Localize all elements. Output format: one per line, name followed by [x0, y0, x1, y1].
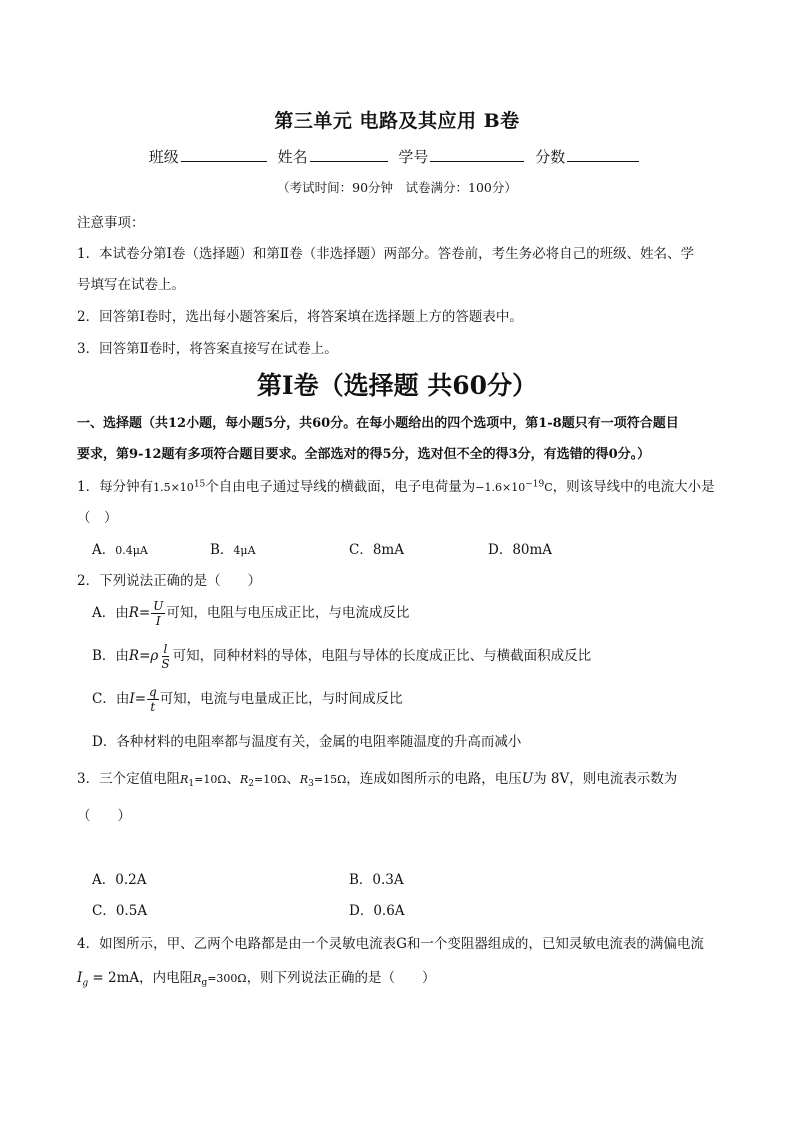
- notes-heading: 注意事项：: [77, 215, 145, 231]
- q1-option-c[interactable]: C．8mA: [349, 542, 404, 558]
- note-item: 3．回答第Ⅱ卷时，将答案直接写在试卷上。: [77, 341, 338, 357]
- q3-r2: $R_2=10\Omega$: [239, 773, 287, 790]
- question-4-stem-line2: $I_g = 2mA$，内电阻$R_g=300\Omega$，则下列说法正确的是（ ）: [77, 970, 436, 989]
- exam-info: （考试时间：90分钟 试卷满分：100分）: [277, 180, 517, 195]
- part1-title: 第Ⅰ卷（选择题 共60分）: [256, 371, 538, 400]
- q3-option-d[interactable]: D．0.6A: [349, 903, 405, 919]
- student-info-line: [0, 146, 794, 167]
- q1-charge: $-1.6\times 10^{-19}C$: [475, 479, 553, 494]
- score-label: 分数: [535, 148, 566, 166]
- q1-option-d[interactable]: D．80mA: [488, 542, 553, 558]
- q2-option-d[interactable]: D．各种材料的电阻率都与温度有关，金属的电阻率随温度的升高而减小: [92, 734, 522, 750]
- q1-suffix: ，则该导线中的电流大小是: [552, 479, 715, 495]
- student-number-label: 学号: [398, 148, 429, 166]
- q1-mid: 个自由电子通过导线的横截面，电子电荷量为: [205, 479, 476, 495]
- q4-ig: $I_g = 2mA$: [77, 970, 140, 989]
- q4-rg: $R_g=300\Omega$: [193, 972, 247, 989]
- q3-option-b[interactable]: B．0.3A: [349, 872, 404, 888]
- q2-option-b[interactable]: B．由R=ρ $\frac{l}{S}$ 可知，同种材料的导体，电阻与导体的长度成正比、与横截面积成反比: [92, 642, 592, 671]
- note-item: 号填写在试卷上。: [77, 277, 185, 293]
- name-label: 姓名: [277, 148, 308, 166]
- name-blank[interactable]: [310, 147, 388, 162]
- q2-c-fraction: $\frac{q}{t}$: [149, 685, 157, 714]
- q2-b-fraction: $\frac{l}{S}$: [161, 642, 170, 671]
- section-description: 要求，第9-12题有多项符合题目要求。全部选对的得5分，选对但不全的得3分，有选错的得0分。）: [77, 447, 651, 462]
- question-3-stem: 3．三个定值电阻$R_1=10\Omega$、$R_2=10\Omega$、$R_3=15\Omega$，连成如图所示的电路，电压U为 8V，则电流表示数为: [77, 771, 678, 790]
- score-blank[interactable]: [567, 147, 639, 162]
- class-blank[interactable]: [181, 147, 267, 162]
- student-number-blank[interactable]: [430, 147, 524, 162]
- note-item: 1．本试卷分第Ⅰ卷（选择题）和第Ⅱ卷（非选择题）两部分。答卷前，考生务必将自己的班级、姓名、学: [77, 246, 695, 262]
- q1-option-a[interactable]: A．0.4μA: [92, 542, 148, 558]
- class-label: 班级: [148, 148, 179, 166]
- question-1-stem: [77, 475, 715, 495]
- q3-option-c[interactable]: C．0.5A: [92, 903, 148, 919]
- page-title: 第三单元 电路及其应用 B卷: [274, 110, 520, 132]
- q2-option-a[interactable]: A．由R= $\frac{U}{I}$ 可知，电阻与电压成正比，与电流成反比: [92, 599, 410, 628]
- q1-count: $1.5\times 10^{15}$: [153, 479, 206, 494]
- question-2-stem: 2．下列说法正确的是（ ）: [77, 573, 262, 589]
- q3-option-a[interactable]: A．0.2A: [92, 872, 147, 888]
- question-4-stem: 4．如图所示，甲、乙两个电路都是由一个灵敏电流表G和一个变阻器组成的，已知灵敏电流表的满偏电流: [77, 936, 704, 952]
- q2-option-c[interactable]: C．由I= $\frac{q}{t}$ 可知，电流与电量成正比，与时间成反比: [92, 685, 403, 714]
- note-item: 2．回答第Ⅰ卷时，选出每小题答案后，将答案填在选择题上方的答题表中。: [77, 309, 523, 325]
- question-1-bracket: （ ）: [77, 510, 118, 526]
- q3-r1: $R_1=10\Omega$: [180, 773, 227, 790]
- q1-prefix: 1．每分钟有: [77, 479, 154, 495]
- question-3-bracket: （ ）: [77, 808, 131, 824]
- q3-r3: $R_3=15\Omega$: [299, 773, 347, 790]
- q2-a-fraction: $\frac{U}{I}$: [153, 599, 164, 628]
- q1-option-b[interactable]: B．4μA: [210, 542, 256, 558]
- section-description: 一、选择题（共12小题，每小题5分，共60分。在每小题给出的四个选项中，第1-8题只有一项符合题目: [77, 416, 679, 431]
